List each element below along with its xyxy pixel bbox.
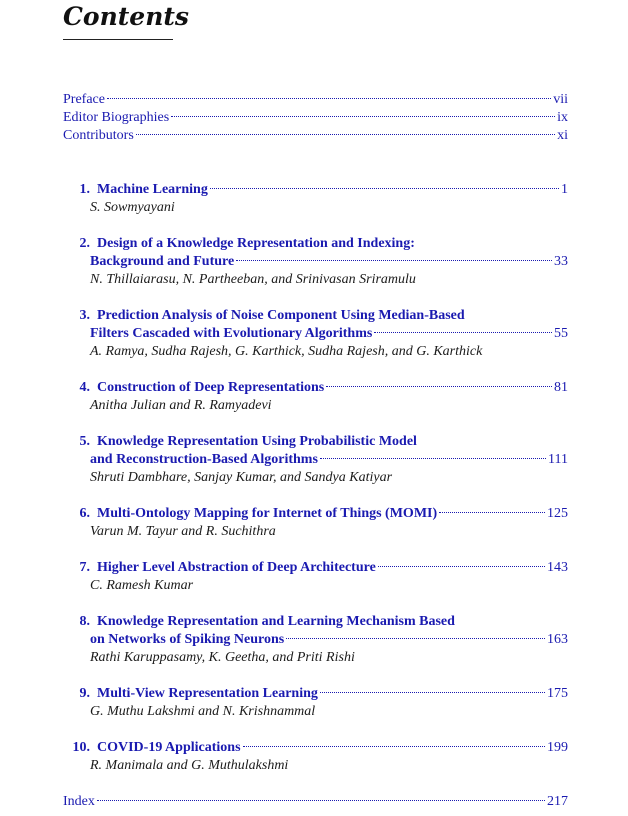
toc-entry-contributors[interactable] bbox=[63, 127, 568, 145]
dot-leader bbox=[378, 566, 545, 567]
toc-chapter-2-cont[interactable] bbox=[90, 253, 568, 271]
toc-chapter-10[interactable] bbox=[63, 739, 568, 757]
chapter-title[interactable]: Design of a Knowledge Representation and Indexing: bbox=[97, 236, 415, 251]
chapter-number: 4. bbox=[79, 380, 90, 395]
toc-entry-editor-biographies[interactable] bbox=[63, 109, 568, 127]
toc-chapter-8[interactable] bbox=[63, 613, 455, 631]
chapter-title[interactable]: COVID-19 Applications bbox=[97, 740, 241, 755]
chapter-title-cont[interactable]: on Networks of Spiking Neurons bbox=[90, 632, 285, 647]
chapter-title[interactable]: Multi-Ontology Mapping for Internet of Things (MOMI) bbox=[97, 506, 438, 521]
toc-chapter-1[interactable] bbox=[63, 181, 568, 199]
toc-label[interactable]: Contributors bbox=[63, 128, 134, 143]
chapter-number: 10. bbox=[72, 740, 90, 755]
dot-leader bbox=[210, 188, 559, 189]
toc-chapter-3-cont[interactable] bbox=[90, 325, 568, 343]
toc-page-number[interactable]: 217 bbox=[547, 794, 568, 809]
toc-chapter-5[interactable] bbox=[63, 433, 417, 451]
chapter-title[interactable]: Multi-View Representation Learning bbox=[97, 686, 318, 701]
toc-chapter-8-cont[interactable] bbox=[90, 631, 568, 649]
chapter-authors: A. Ramya, Sudha Rajesh, G. Karthick, Sudha Rajesh, and G. Karthick bbox=[90, 344, 483, 359]
dot-leader bbox=[97, 800, 545, 801]
dot-leader bbox=[439, 512, 545, 513]
toc-page-number[interactable]: 1 bbox=[561, 182, 568, 197]
toc-chapter-6[interactable] bbox=[63, 505, 568, 523]
toc-page-number[interactable]: 81 bbox=[554, 380, 568, 395]
dot-leader bbox=[374, 332, 552, 333]
chapter-authors: C. Ramesh Kumar bbox=[90, 578, 194, 593]
toc-label[interactable]: Index bbox=[63, 794, 95, 809]
chapter-authors: G. Muthu Lakshmi and N. Krishnammal bbox=[90, 704, 316, 719]
dot-leader bbox=[107, 98, 551, 99]
chapter-title-cont[interactable]: Filters Cascaded with Evolutionary Algorithms bbox=[90, 326, 373, 341]
chapter-title[interactable]: Higher Level Abstraction of Deep Architecture bbox=[97, 560, 376, 575]
toc-page-number[interactable]: 55 bbox=[554, 326, 568, 341]
chapter-authors: S. Sowmyayani bbox=[90, 200, 175, 215]
chapter-authors: Shruti Dambhare, Sanjay Kumar, and Sandya Katiyar bbox=[90, 470, 393, 485]
chapter-number: 7. bbox=[79, 560, 90, 575]
chapter-authors: Rathi Karuppasamy, K. Geetha, and Priti Rishi bbox=[90, 650, 355, 665]
toc-chapter-3[interactable] bbox=[63, 307, 465, 325]
toc-page-number[interactable]: 175 bbox=[547, 686, 568, 701]
chapter-title-cont[interactable]: and Reconstruction-Based Algorithms bbox=[90, 452, 318, 467]
chapter-authors: R. Manimala and G. Muthulakshmi bbox=[90, 758, 289, 773]
dot-leader bbox=[236, 260, 552, 261]
toc-page-number[interactable]: 143 bbox=[547, 560, 568, 575]
toc-page-number[interactable]: 33 bbox=[554, 254, 568, 269]
toc-page-number[interactable]: ix bbox=[557, 110, 568, 125]
dot-leader bbox=[320, 458, 546, 459]
toc-chapter-2[interactable] bbox=[63, 235, 415, 253]
dot-leader bbox=[286, 638, 545, 639]
dot-leader bbox=[320, 692, 545, 693]
toc-page-number[interactable]: 111 bbox=[548, 452, 568, 467]
chapter-number: 3. bbox=[79, 308, 90, 323]
toc-label[interactable]: Editor Biographies bbox=[63, 110, 170, 125]
chapter-title[interactable]: Knowledge Representation Using Probabilistic Model bbox=[97, 434, 417, 449]
dot-leader bbox=[171, 116, 555, 117]
toc-page-number[interactable]: vii bbox=[553, 92, 568, 107]
chapter-authors: Varun M. Tayur and R. Suchithra bbox=[90, 524, 276, 539]
dot-leader bbox=[243, 746, 545, 747]
toc-page-number[interactable]: 125 bbox=[547, 506, 568, 521]
toc-page-number[interactable]: xi bbox=[557, 128, 568, 143]
dot-leader bbox=[136, 134, 555, 135]
toc-entry-index[interactable] bbox=[63, 793, 568, 811]
chapter-title[interactable]: Prediction Analysis of Noise Component Using Median-Based bbox=[97, 308, 465, 323]
page-title: Contents bbox=[63, 2, 190, 31]
chapter-title-cont[interactable]: Background and Future bbox=[90, 254, 235, 269]
toc-chapter-4[interactable] bbox=[63, 379, 568, 397]
chapter-authors: N. Thillaiarasu, N. Partheeban, and Srinivasan Sriramulu bbox=[90, 272, 416, 287]
chapter-number: 5. bbox=[79, 434, 90, 449]
toc-chapter-5-cont[interactable] bbox=[90, 451, 568, 469]
toc-entry-preface[interactable] bbox=[63, 91, 568, 109]
toc-chapter-7[interactable] bbox=[63, 559, 568, 577]
chapter-title[interactable]: Construction of Deep Representations bbox=[97, 380, 325, 395]
chapter-number: 2. bbox=[79, 236, 90, 251]
chapter-title[interactable]: Knowledge Representation and Learning Mechanism Based bbox=[97, 614, 455, 629]
chapter-number: 6. bbox=[79, 506, 90, 521]
dot-leader bbox=[326, 386, 552, 387]
toc-chapter-9[interactable] bbox=[63, 685, 568, 703]
chapter-authors: Anitha Julian and R. Ramyadevi bbox=[90, 398, 272, 413]
chapter-number: 9. bbox=[79, 686, 90, 701]
title-underline bbox=[63, 39, 173, 40]
chapter-number: 8. bbox=[79, 614, 90, 629]
chapter-number: 1. bbox=[79, 182, 90, 197]
toc-label[interactable]: Preface bbox=[63, 92, 105, 107]
chapter-title[interactable]: Machine Learning bbox=[97, 182, 208, 197]
toc-page-number[interactable]: 199 bbox=[547, 740, 568, 755]
toc-page-number[interactable]: 163 bbox=[547, 632, 568, 647]
